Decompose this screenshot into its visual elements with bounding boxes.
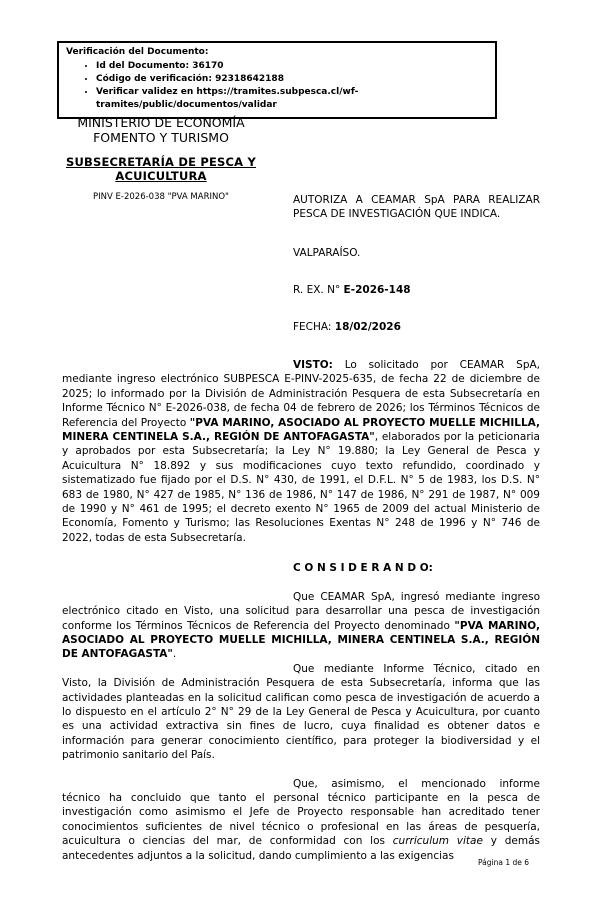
resolution-number-line (293, 283, 540, 297)
subject-column (293, 193, 540, 334)
verification-item-document-id: • Id del Documento: 36170 (96, 60, 491, 73)
considerando-paragraph-2: Que mediante Informe Técnico, citado en Visto, la División de Administración Pesquera de esta Subsecretaría, informa que las actividades planteadas en la solicitud califican como pesca de investigación de acuerdo a lo dispuesto en el artículo 2° N° 29 de la Ley General de Pesca y Acuicultura, por cuanto es una actividad extractiva sin fines de lucro, cuya finalidad es obtener datos e información para generar conocimiento científico, para proteger la biodiversidad y el patrimonio sanitario del País. (62, 662, 540, 762)
document-body (62, 358, 540, 863)
verification-list (96, 60, 491, 112)
date-prefix: FECHA: (293, 321, 335, 333)
verification-item-url: • Verificar validez en https://tramites.subpesca.cl/wf-tramites/public/documentos/validar (96, 86, 491, 112)
considerando-heading: C O N S I D E R A N D O: (293, 562, 433, 575)
considerando-paragraph-1: Que CEAMAR SpA, ingresó mediante ingreso electrónico citado en Visto, una solicitud para desarrollar una pesca de investigación conforme los Términos Técnicos de Referencia del Proyecto denominado "PVA MARINO, ASOCIADO AL PROYECTO MUELLE MICHILLA, MINERA CENTINELA S.A., REGIÓN DE ANTOFAGASTA". (62, 590, 540, 661)
verification-item-code: • Código de verificación: 92318642188 (96, 73, 491, 86)
considerando-paragraph-3: Que, asimismo, el mencionado informe técnico ha concluido que tanto el personal técnico participante en la pesca de investigación como asimismo el Jefe de Proyecto responsable han acreditado tener conocimientos suficientes de nivel técnico o profesional en las áreas de pesquería, acuicultura o ciencias del mar, de conformidad con los curriculum vitae y demás antecedentes adjuntos a la solicitud, dando cumplimiento a las exigencias (62, 777, 540, 862)
visto-paragraph: VISTO: Lo solicitado por CEAMAR SpA, mediante ingreso electrónico SUBPESCA E-PINV-2025-635, de fecha 22 de diciembre de 2025; lo informado por la División de Administración Pesquera de esta Subsecretaría en Informe Técnico N° E-2026-038, de fecha 04 de febrero de 2026; los Términos Técnicos de Referencia del Proyecto "PVA MARINO, ASOCIADO AL PROYECTO MUELLE MICHILLA, MINERA CENTINELA S.A., REGIÓN DE ANTOFAGASTA", elaborados por la peticionaria y aprobados por esta Subsecretaría; la Ley N° 19.880; la Ley General de Pesca y Acuicultura N° 18.892 y sus modificaciones cuyo texto refundido, coordinado y sistematizado fue fijado por el D.S. N° 430, de 1991, el D.F.L. N° 5 de 1983, los D.S. N° 683 de 1980, N° 427 de 1985, N° 136 de 1986, N° 147 de 1986, N° 291 de 1987, N° 009 de 1990 y N° 461 de 1995; el decreto exento N° 1965 de 2009 del actual Ministerio de Economía, Fomento y Turismo; las Resoluciones Exentas N° 248 de 1996 y N° 746 de 2022, todas de esta Subsecretaría. (62, 359, 540, 544)
verification-title: Verificación del Documento: (66, 47, 209, 57)
ministry-name-line1: MINISTERIO DE ECONOMÍA (77, 115, 245, 130)
resolution-prefix: R. EX. N° (293, 284, 344, 296)
verification-box (57, 41, 497, 119)
city-line: VALPARAÍSO. (293, 247, 361, 259)
subsecretaria-title: SUBSECRETARÍA DE PESCA Y ACUICULTURA (65, 155, 256, 183)
date-value: 18/02/2026 (334, 321, 401, 333)
project-reference: PINV E-2026-038 "PVA MARINO" (93, 192, 229, 202)
ministry-name-line2: FOMENTO Y TURISMO (93, 130, 229, 145)
date-line (293, 320, 540, 334)
page-number: Página 1 de 6 (478, 858, 530, 867)
resolution-number: E-2026-148 (343, 284, 411, 296)
letterhead (22, 115, 300, 202)
subject-title: AUTORIZA A CEAMAR SpA PARA REALIZAR PESCA DE INVESTIGACIÓN QUE INDICA. (293, 194, 540, 220)
